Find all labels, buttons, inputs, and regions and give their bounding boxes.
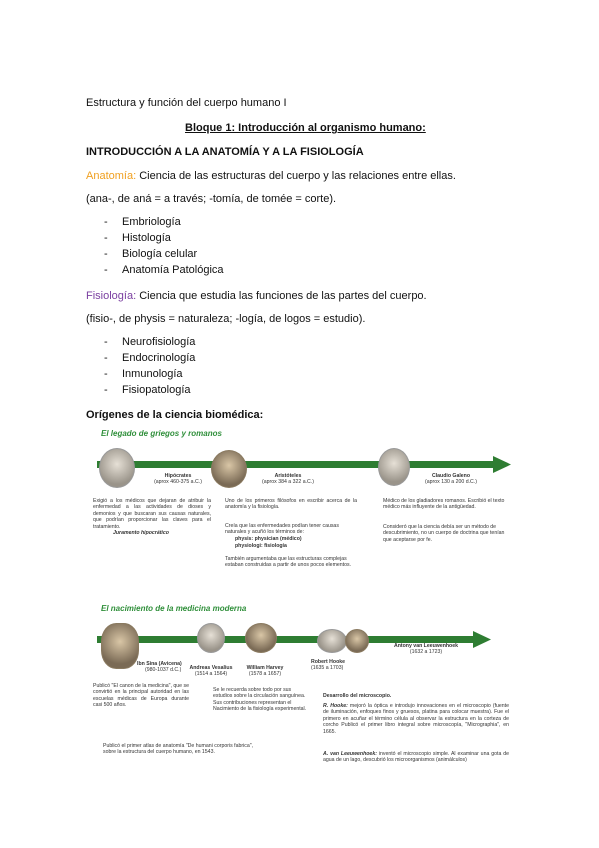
aristoteles-text1: Uno de los primeros filósofos en escribir acerca de la anatomía y la fisiología. bbox=[225, 498, 357, 511]
person-name: Aristóteles bbox=[274, 473, 302, 479]
anatomia-definition bbox=[86, 169, 456, 183]
figure-greeks-romans bbox=[93, 428, 513, 598]
leeuwenhoek-text bbox=[323, 751, 509, 764]
person-dates: (980-1037 d.C.) bbox=[145, 667, 182, 674]
list-item: - Embriología bbox=[86, 215, 224, 231]
harvey-label bbox=[237, 665, 293, 678]
origenes-heading: Orígenes de la ciencia biomédica: bbox=[86, 409, 264, 421]
vesalius-label bbox=[181, 665, 241, 678]
hooke-desc: mejoró la óptica e introdujo innovaciones en el microscopio (fuente de iluminación, enfoques finos y gruesos, platina para colocar muestra). Fue el primero en acuñar el término célula al observar la estructura en la corteza de corcho Publicó el primer libro integral sobre microscopía, "Micrographia", en 1665. bbox=[323, 703, 509, 735]
anatomia-term: Anatomía: bbox=[86, 170, 137, 182]
person-dates: (aprox 460-375 a.C.) bbox=[154, 479, 202, 486]
list-item: - Biología celular bbox=[86, 247, 224, 263]
figure2-title: El nacimiento de la medicina moderna bbox=[101, 604, 247, 613]
list-item: - Anatomía Patológica bbox=[86, 263, 224, 279]
list-item: - Inmunología bbox=[86, 367, 195, 383]
leeuwenhoek-label bbox=[381, 643, 471, 656]
person-dates: (1578 a 1657) bbox=[248, 671, 282, 678]
microscope-image bbox=[345, 629, 369, 653]
aristoteles-term2: physiologi: fisiología bbox=[235, 543, 287, 549]
person-name: Claudio Galeno bbox=[431, 473, 471, 479]
galeno-text2: Consideró que la ciencia debía ser un método de descubrimiento, no un cuerpo de doctrina que tenían que aceptarse por fe. bbox=[383, 524, 505, 543]
list-item: - Fisiopatología bbox=[86, 383, 195, 399]
avicena-portrait bbox=[101, 623, 139, 669]
person-dates: (aprox 384 a 322 a.C.) bbox=[262, 479, 314, 486]
microscope-title: Desarrollo del microscopio. bbox=[323, 693, 392, 699]
hooke-name: R. Hooke: bbox=[323, 703, 348, 709]
figure1-title: El legado de griegos y romanos bbox=[101, 429, 222, 438]
bloque-title: Bloque 1: Introducción al organismo humano: bbox=[185, 122, 426, 134]
list-item: - Histología bbox=[86, 231, 224, 247]
leeuwenhoek-name: A. van Leeuwenhoek: bbox=[323, 751, 377, 757]
section-heading: INTRODUCCIÓN A LA ANATOMÍA Y A LA FISIOLOGÍA bbox=[86, 146, 364, 158]
hooke-portrait bbox=[317, 629, 347, 653]
hipocrates-portrait bbox=[99, 448, 135, 488]
anatomia-etymology: (ana-, de aná = a través; -tomía, de tomée = corte). bbox=[86, 193, 337, 205]
fisiologia-list bbox=[86, 335, 195, 399]
hipocrates-caption: Juramento hipocrático bbox=[113, 530, 169, 536]
hipocrates-label bbox=[143, 473, 213, 486]
person-name: Ibn Sina (Avicena) bbox=[137, 661, 182, 667]
aristoteles-term1: physis: physician (médico) bbox=[235, 536, 302, 542]
person-name: Hipócrates bbox=[164, 473, 192, 479]
hooke-label bbox=[311, 659, 371, 672]
person-dates: (1514 a 1564) bbox=[194, 671, 228, 678]
anatomia-def: Ciencia de las estructuras del cuerpo y las relaciones entre ellas. bbox=[139, 170, 456, 182]
aristoteles-text2: Creía que las enfermedades podían tener causas naturales y acuñó los términos de: bbox=[225, 523, 339, 536]
document-header: Estructura y función del cuerpo humano I bbox=[86, 97, 287, 109]
fisiologia-etymology: (fisio-, de physis = naturaleza; -logía, de logos = estudio). bbox=[86, 313, 366, 325]
person-name: Andreas Vesalius bbox=[189, 665, 233, 671]
harvey-portrait bbox=[245, 623, 277, 653]
aristoteles-text3: También argumentaba que las estructuras complejas estaban construidas a partir de unos pocos elementos. bbox=[225, 556, 352, 569]
person-dates: (1635 a 1703) bbox=[311, 665, 344, 672]
hooke-text bbox=[323, 703, 509, 735]
galeno-text1: Médico de los gladiadores romanos. Escribió el texto médico más influyente de la antigüedad. bbox=[383, 498, 505, 511]
person-dates: (1632 a 1723) bbox=[409, 649, 443, 656]
figure-modern-medicine bbox=[93, 603, 513, 793]
aristoteles-label bbox=[253, 473, 323, 486]
anatomia-list bbox=[86, 215, 224, 279]
list-item: - Endocrinología bbox=[86, 351, 195, 367]
fisiologia-term: Fisiología: bbox=[86, 290, 137, 302]
galeno-label bbox=[411, 473, 491, 486]
vesalius-portrait bbox=[197, 623, 225, 653]
leeuwenhoek-desc: inventó el microscopio simple. Al examinar una gota de agua de un lago, descubrió los microorganismos (animálculos) bbox=[323, 751, 509, 764]
vesalius-text: Publicó el primer atlas de anatomía "De humani corporis fabrica", sobre la estructura del cuerpo humano, en 1543. bbox=[103, 743, 253, 756]
avicena-text: Publicó "El canon de la medicina", que se convirtió en la principal autoridad en las escuelas médicas de Europa durante casi 500 años. bbox=[93, 683, 189, 709]
fisiologia-definition bbox=[86, 289, 427, 303]
hipocrates-text: Exigió a los médicos que dejaran de atribuir la enfermedad a las actividades de dioses y demonios y que buscaran sus causas naturales, que podrían proporcionar las claves para el tratamiento. bbox=[93, 498, 211, 530]
aristoteles-portrait bbox=[211, 450, 247, 488]
list-item: - Neurofisiología bbox=[86, 335, 195, 351]
fisiologia-def: Ciencia que estudia las funciones de las partes del cuerpo. bbox=[139, 290, 427, 302]
person-name: William Harvey bbox=[246, 665, 284, 671]
person-name: Robert Hooke bbox=[311, 659, 346, 665]
galeno-portrait bbox=[378, 448, 410, 486]
harvey-text: Se le recuerda sobre todo por sus estudios sobre la circulación sanguínea. Sus contribuciones representan el Nacimiento de la fisiología experimental. bbox=[213, 687, 307, 713]
person-name: Antony van Leeuwenhoek bbox=[394, 643, 458, 649]
person-dates: (aprox 130 a 200 d.C.) bbox=[425, 479, 477, 486]
